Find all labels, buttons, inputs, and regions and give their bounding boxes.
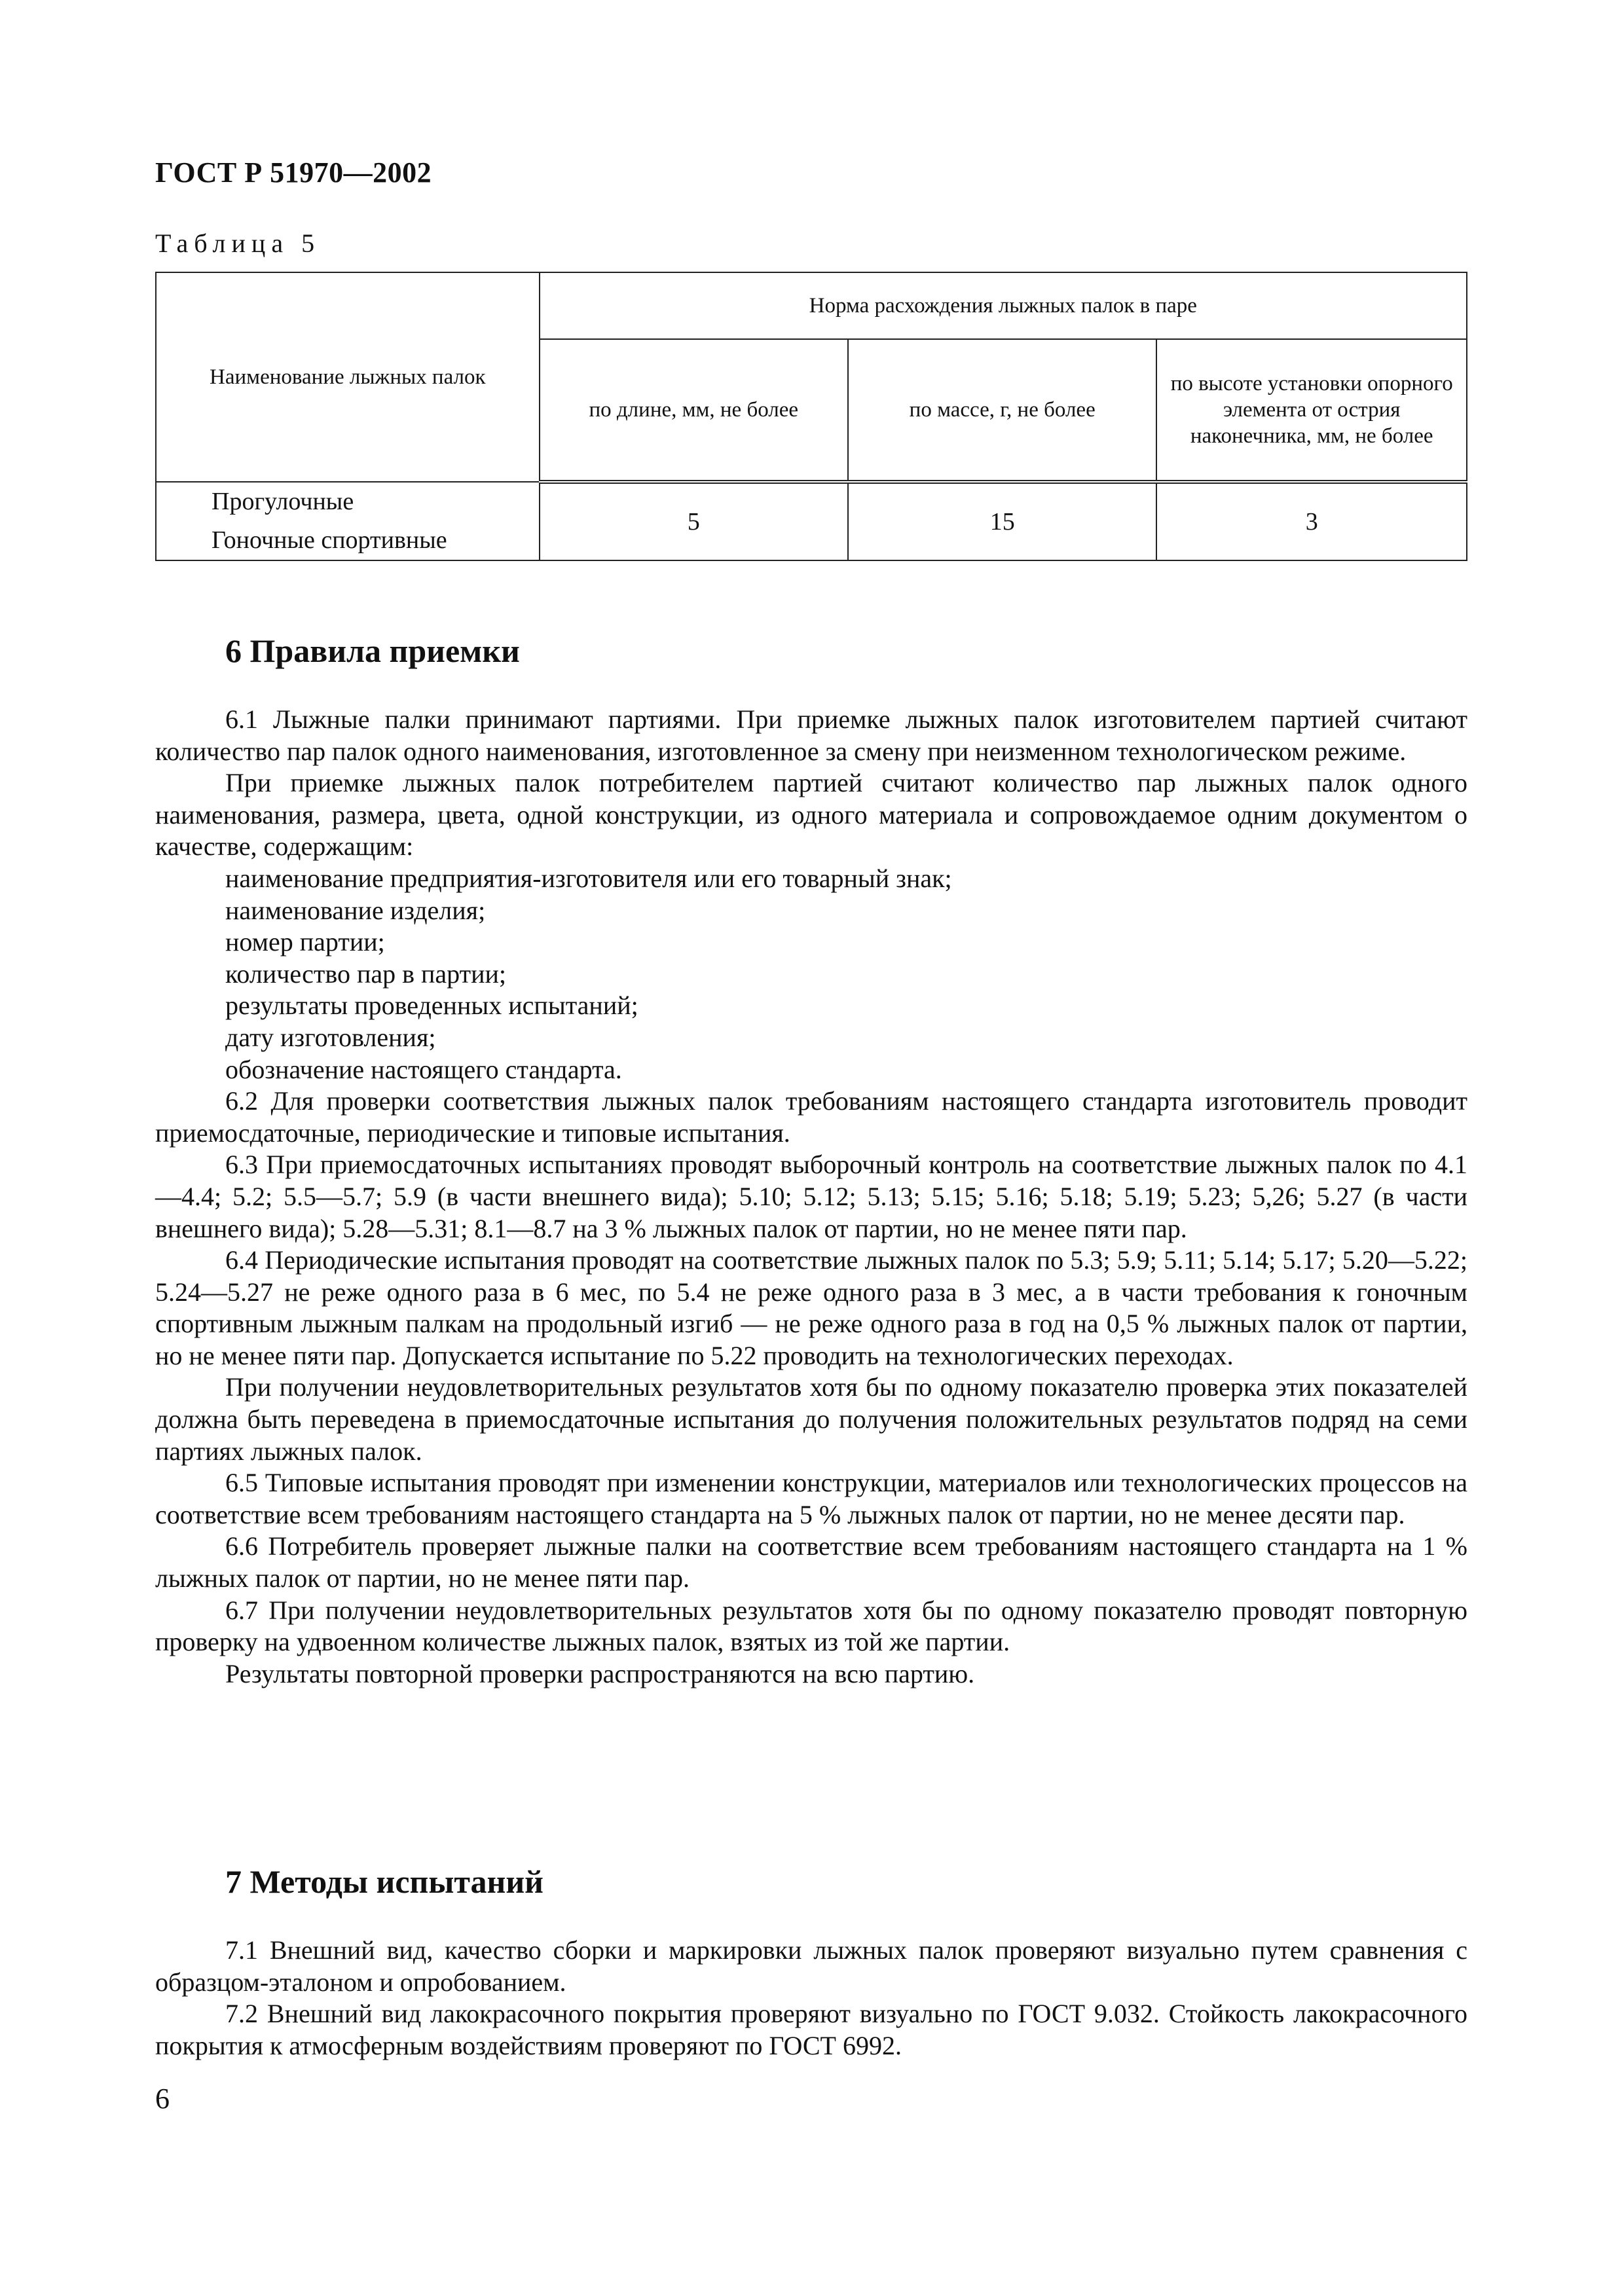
list-item: обозначение настоящего стандарта. — [225, 1054, 622, 1084]
list-item: дату изготовления; — [225, 1022, 436, 1052]
norms-table — [155, 272, 1467, 561]
paragraph: 6.4 Периодические испытания проводят на соответствие лыжных палок по 5.3; 5.9; 5.11; 5.14; 5.17; 5.20—5.22; 5.24—5.27 не реже одного раза в 6 мес, по 5.4 не реже одного раза в 3 мес, а в части требования к гоночным спортивным лыжным палкам на продольный изгиб — не реже одного раза в год на 0,5 % лыжных палок от партии, но не менее пяти пар. Допускается испытание по 5.22 проводить на технологических переходах. — [155, 1245, 1467, 1370]
table-row-label: Гоночные спортивные — [156, 521, 540, 560]
table-column-header: по массе, г, не более — [848, 339, 1156, 482]
document-code-header: ГОСТ Р 51970—2002 — [155, 156, 432, 189]
table-column-header: по высоте установки опорного элемента от острия наконечника, мм, не более — [1156, 339, 1467, 482]
list-item: количество пар в партии; — [225, 958, 507, 989]
table-cell-value: 3 — [1156, 482, 1467, 560]
section-6-body — [155, 704, 1467, 1690]
paragraph: 6.1 Лыжные палки принимают партиями. При приемке лыжных палок изготовителем партией считают количество пар палок одного наименования, изготовленное за смену при неизменном технологическом режиме. — [155, 704, 1467, 766]
table-column-header: по длине, мм, не более — [540, 339, 848, 482]
table-cell-value: 15 — [848, 482, 1156, 560]
table-row-label: Прогулочные — [156, 482, 540, 521]
paragraph: При приемке лыжных палок потребителем партией считают количество пар лыжных палок одного наименования, размера, цвета, одной конструкции, из одного материала и сопровождаемое одним документом о качестве, содержащим: — [155, 768, 1467, 862]
section-7-title: 7 Методы испытаний — [225, 1863, 544, 1900]
paragraph: 6.3 При приемосдаточных испытаниях проводят выборочный контроль на соответствие лыжных палок по 4.1—4.4; 5.2; 5.5—5.7; 5.9 (в части внешнего вида); 5.10; 5.12; 5.13; 5.15; 5.16; 5.18; 5.19; 5.23; 5,26; 5.27 (в части внешнего вида); 5.28—5.31; 8.1—8.7 на 3 % лыжных палок от партии, но не менее пяти пар. — [155, 1150, 1467, 1243]
page-number: 6 — [155, 2083, 170, 2115]
table-caption: Таблица 5 — [155, 228, 321, 258]
list-item: номер партии; — [225, 927, 385, 957]
paragraph: 7.2 Внешний вид лакокрасочного покрытия проверяют визуально по ГОСТ 9.032. Стойкость лакокрасочного покрытия к атмосферным воздействиям проверяют по ГОСТ 6992. — [155, 1999, 1467, 2060]
paragraph: 6.2 Для проверки соответствия лыжных палок требованиям настоящего стандарта изготовитель проводит приемосдаточные, периодические и типовые испытания. — [155, 1086, 1467, 1148]
list-item: наименование предприятия-изготовителя или его товарный знак; — [225, 863, 952, 893]
table-stub-header: Наименование лыжных палок — [156, 272, 540, 482]
paragraph: 6.5 Типовые испытания проводят при изменении конструкции, материалов или технологических процессов на соответствие всем требованиям настоящего стандарта на 5 % лыжных палок от партии, но не менее десяти пар. — [155, 1468, 1467, 1529]
list-item: наименование изделия; — [225, 895, 486, 925]
list-item: результаты проведенных испытаний; — [225, 991, 638, 1021]
paragraph: 6.7 При получении неудовлетворительных результатов хотя бы по одному показателю проводят повторную проверку на удвоенном количестве лыжных палок, взятых из той же партии. — [155, 1595, 1467, 1657]
section-6-title: 6 Правила приемки — [225, 632, 520, 669]
table-cell-value: 5 — [540, 482, 848, 560]
paragraph: При получении неудовлетворительных результатов хотя бы по одному показателю проверка этих показателей должна быть переведена в приемосдаточные испытания до получения положительных результатов подряд на семи партиях лыжных палок. — [155, 1372, 1467, 1466]
section-7-body — [155, 1935, 1467, 2062]
paragraph: Результаты повторной проверки распространяются на всю партию. — [225, 1658, 975, 1688]
paragraph: 7.1 Внешний вид, качество сборки и маркировки лыжных палок проверяют визуально путем сравнения с образцом-эталоном и опробованием. — [155, 1935, 1467, 1997]
paragraph: 6.6 Потребитель проверяет лыжные палки на соответствие всем требованиям настоящего стандарта на 1 % лыжных палок от партии, но не менее пяти пар. — [155, 1531, 1467, 1594]
table-group-header: Норма расхождения лыжных палок в паре — [540, 272, 1467, 339]
